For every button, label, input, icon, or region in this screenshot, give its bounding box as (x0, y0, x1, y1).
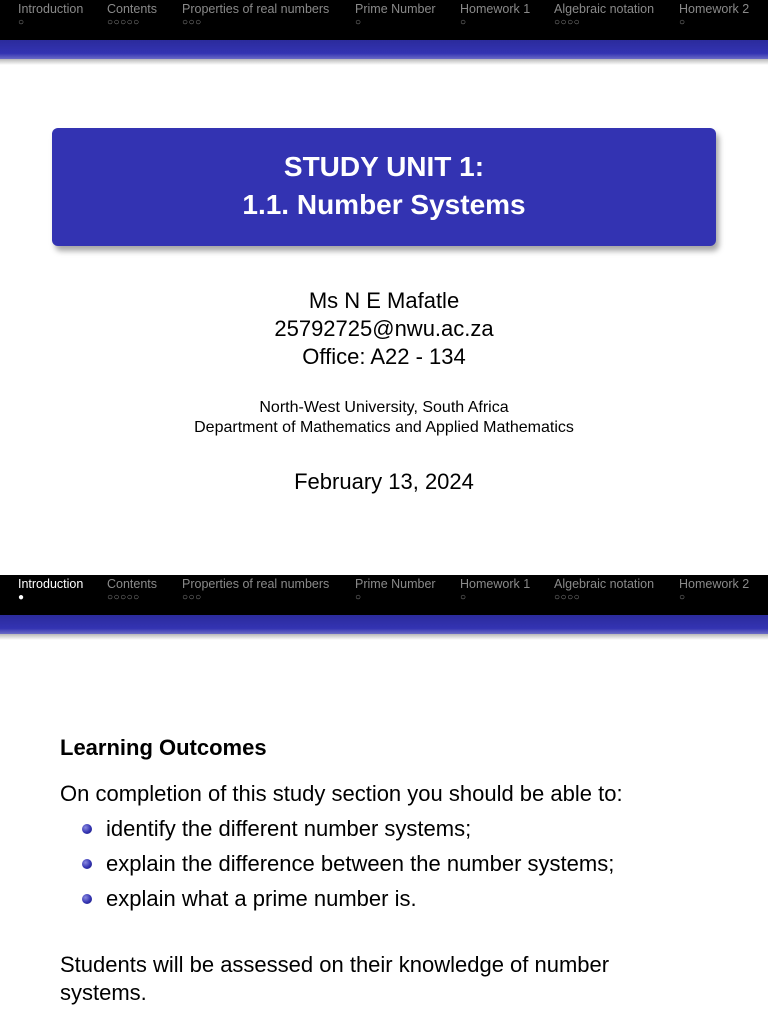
nav-frame-dots[interactable]: ○ (355, 17, 362, 28)
nav-item-algebraic-notation[interactable] (554, 2, 654, 28)
nav-item-homework-1[interactable] (460, 2, 530, 28)
bullet-icon (82, 824, 92, 834)
nav-frame-dots-current[interactable]: ● (18, 592, 25, 603)
nav-item-prime-number[interactable] (355, 577, 436, 603)
nav-frame-dots[interactable]: ○○○○○ (107, 17, 140, 28)
list-item (82, 815, 614, 850)
nav-label: Contents (107, 2, 158, 16)
header-shadow (0, 59, 768, 65)
header-band (0, 40, 768, 59)
nav-label: Algebraic notation (554, 577, 655, 591)
title-line-2: 1.1. Number Systems (242, 189, 526, 220)
nav-frame-dots[interactable]: ○ (679, 592, 686, 603)
nav-label: Homework 1 (460, 577, 531, 591)
nav-frame-dots[interactable]: ○ (460, 17, 467, 28)
department-name: Department of Mathematics and Applied Mathematics (194, 419, 574, 436)
nav-frame-dots[interactable]: ○○○○ (554, 592, 581, 603)
learning-outcomes-slide (0, 575, 768, 1024)
header-band (0, 615, 768, 634)
nav-item-homework-2[interactable] (679, 577, 749, 603)
list-item (82, 850, 614, 885)
nav-item-homework-2[interactable] (679, 2, 749, 28)
list-item-text: explain what a prime number is. (106, 886, 417, 911)
nav-frame-dots[interactable]: ○○○ (182, 592, 202, 603)
nav-item-algebraic-notation[interactable] (554, 577, 654, 603)
nav-item-prime-number[interactable] (355, 2, 436, 28)
nav-item-introduction[interactable] (18, 577, 83, 603)
institution-name: North-West University, South Africa (259, 399, 509, 416)
section-heading: Learning Outcomes (60, 735, 267, 760)
nav-frame-dots[interactable]: ○○○○○ (107, 592, 140, 603)
list-item-text: explain the difference between the number systems; (106, 851, 615, 876)
nav-label: Algebraic notation (554, 2, 655, 16)
nav-label: Homework 2 (679, 2, 750, 16)
nav-label: Contents (107, 577, 158, 591)
title-box (52, 128, 716, 246)
nav-label: Introduction (18, 577, 84, 591)
nav-item-properties-of-real-numbers[interactable] (182, 577, 329, 603)
nav-item-contents[interactable] (107, 577, 157, 603)
nav-item-introduction[interactable] (18, 2, 83, 28)
title-line-1: STUDY UNIT 1: (283, 151, 485, 182)
list-item (82, 885, 614, 920)
header-shadow (0, 634, 768, 640)
list-item-text: identify the different number systems; (106, 816, 472, 841)
nav-item-homework-1[interactable] (460, 577, 530, 603)
nav-label: Homework 1 (460, 2, 531, 16)
nav-label: Prime Number (355, 577, 436, 591)
nav-item-contents[interactable] (107, 2, 157, 28)
presentation-date: February 13, 2024 (294, 469, 474, 494)
nav-item-properties-of-real-numbers[interactable] (182, 2, 329, 28)
nav-frame-dots[interactable]: ○ (355, 592, 362, 603)
nav-frame-dots[interactable]: ○ (460, 592, 467, 603)
author-email: 25792725@nwu.ac.za (274, 316, 494, 341)
nav-label: Properties of real numbers (182, 577, 330, 591)
author-office: Office: A22 - 134 (302, 344, 466, 369)
bullet-icon (82, 894, 92, 904)
nav-frame-dots[interactable]: ○ (679, 17, 686, 28)
navigation-bar (0, 575, 768, 615)
intro-paragraph: On completion of this study section you should be able to: (60, 781, 623, 806)
assessment-text-line-2: systems. (60, 980, 147, 1005)
outcomes-list (82, 815, 614, 920)
nav-label: Prime Number (355, 2, 436, 16)
nav-label: Properties of real numbers (182, 2, 330, 16)
nav-label: Homework 2 (679, 577, 750, 591)
bullet-icon (82, 859, 92, 869)
nav-label: Introduction (18, 2, 84, 16)
nav-frame-dots[interactable]: ○○○○ (554, 17, 581, 28)
assessment-text-line-1: Students will be assessed on their knowledge of number (60, 952, 610, 977)
navigation-bar (0, 0, 768, 40)
author-name: Ms N E Mafatle (308, 288, 460, 313)
nav-frame-dots[interactable]: ○○○ (182, 17, 202, 28)
nav-frame-dots[interactable]: ○ (18, 17, 25, 28)
